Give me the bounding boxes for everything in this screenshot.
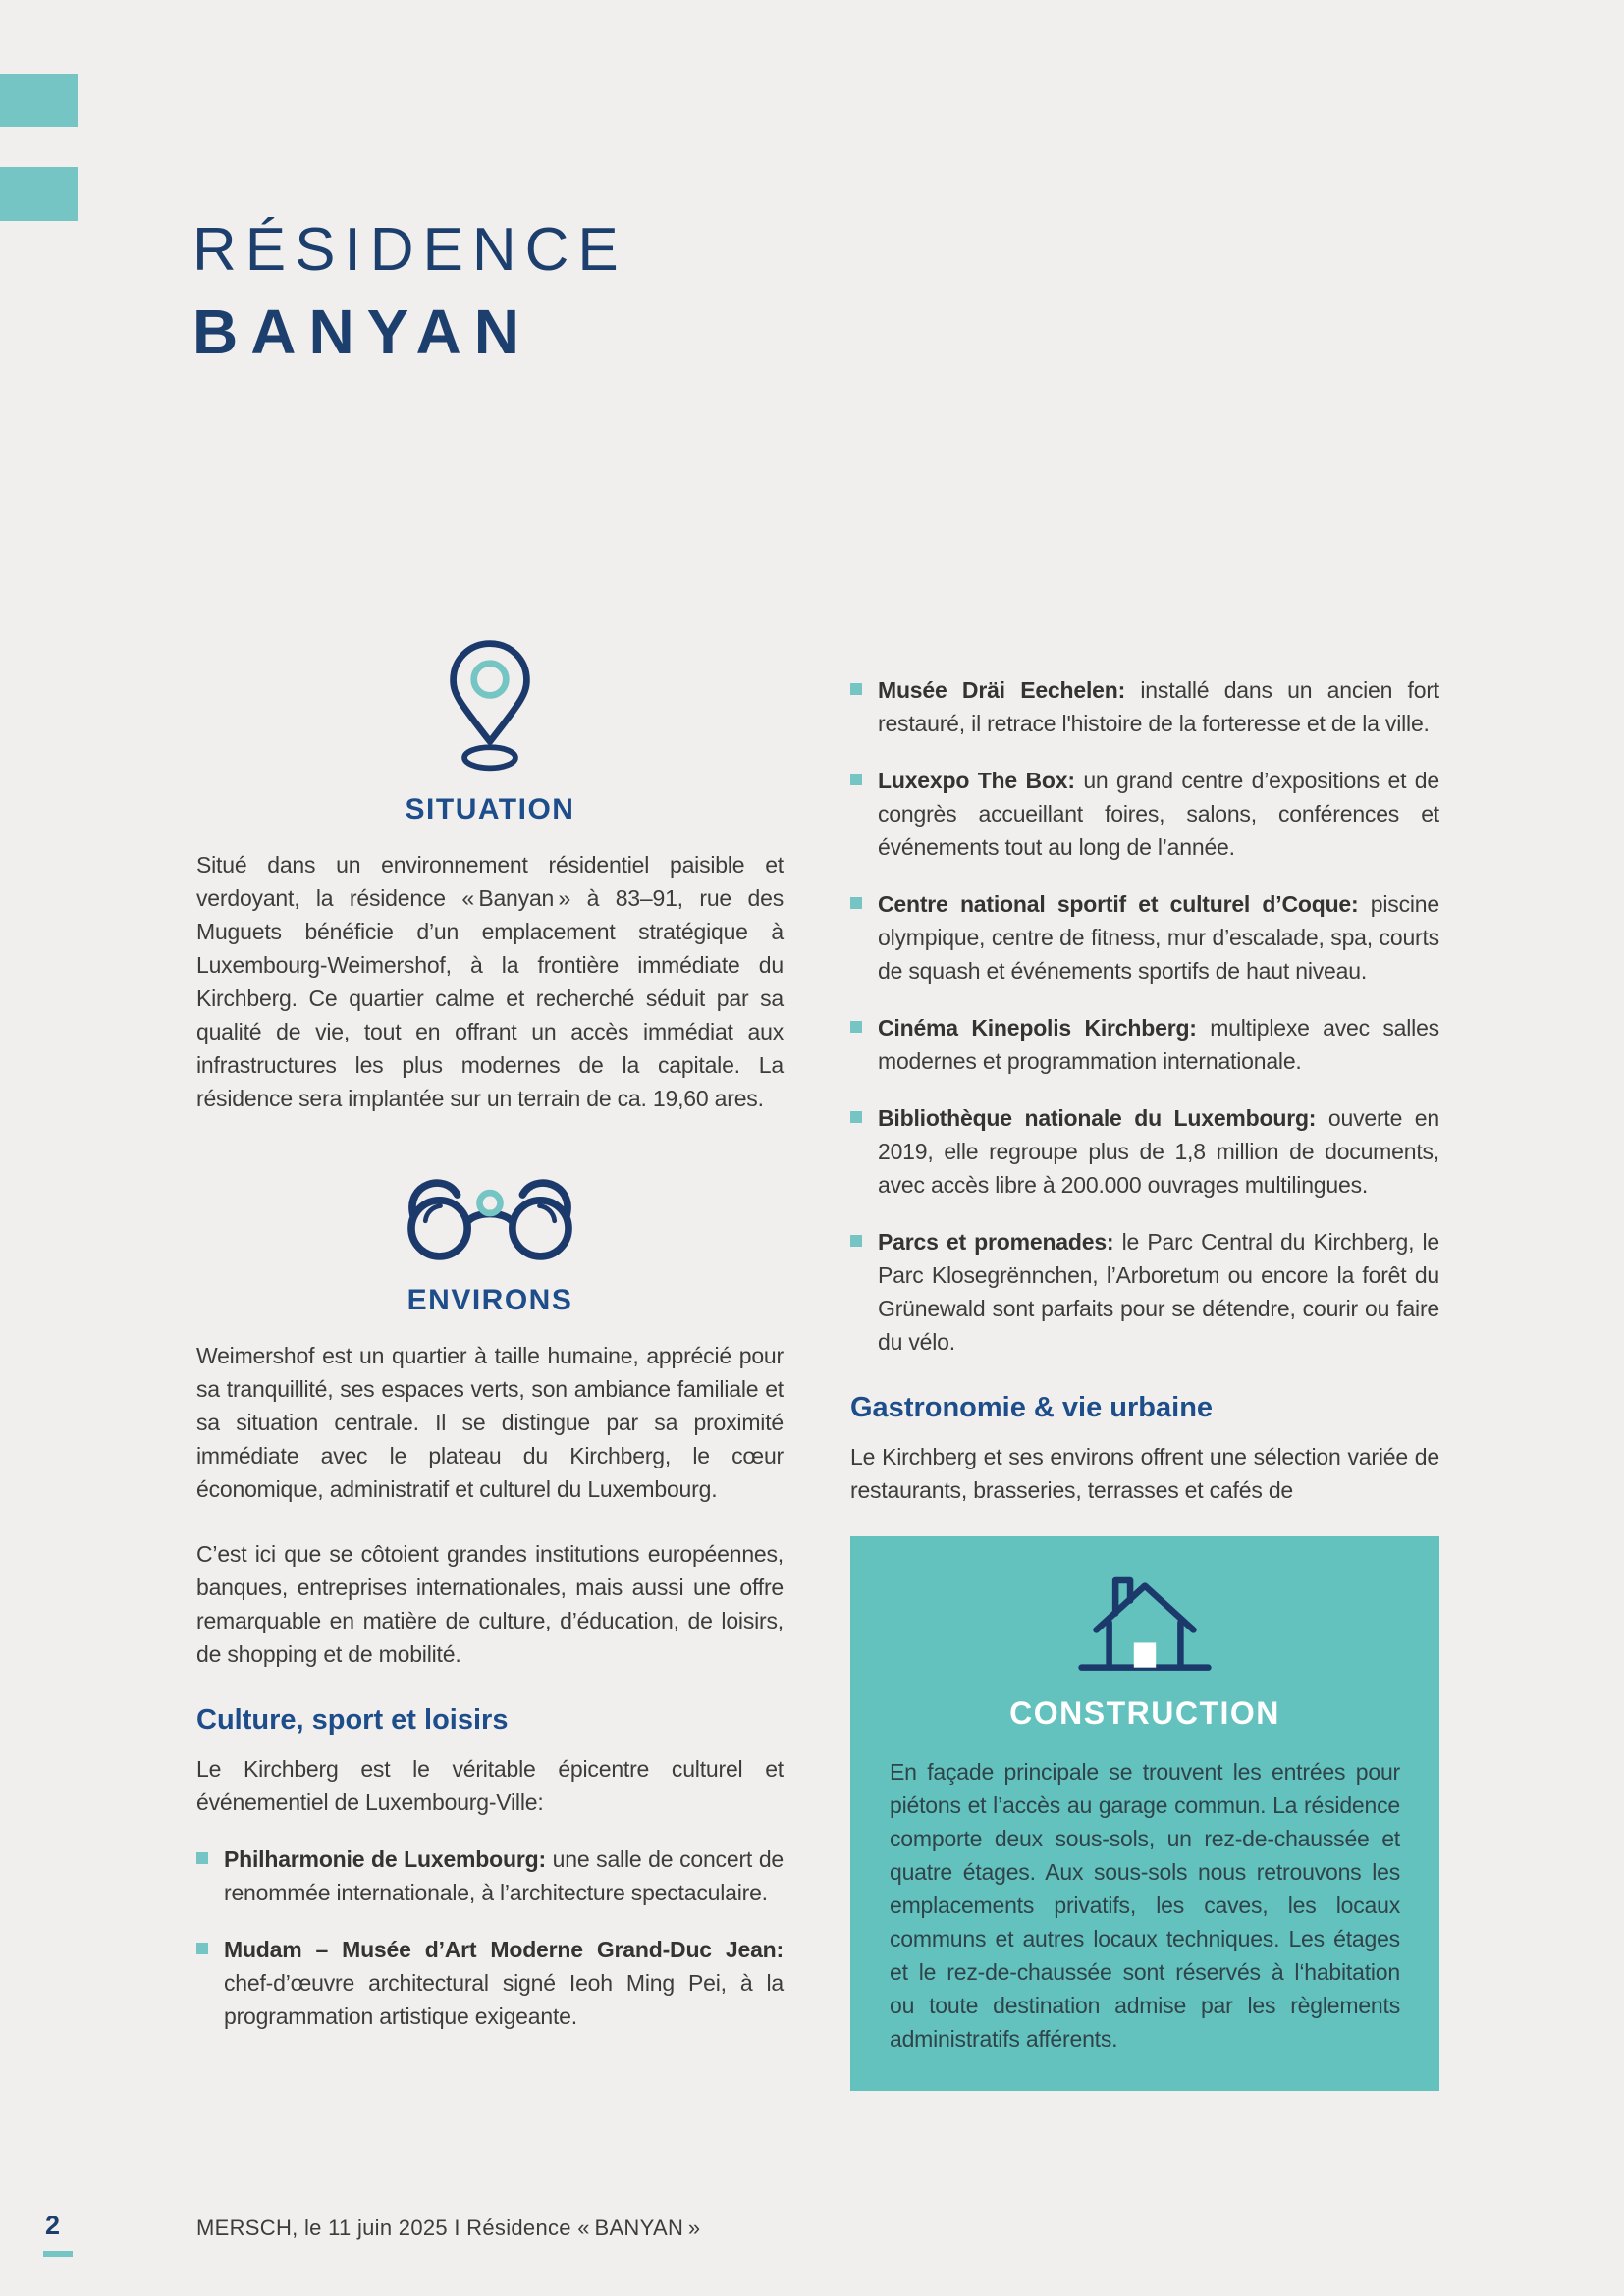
bullet-lead: Parcs et promenades:: [878, 1229, 1114, 1255]
construction-box: [850, 1536, 1439, 2091]
culture-bullet-list: [196, 1842, 784, 2033]
left-column: [196, 636, 784, 2033]
page-number-underline: [43, 2251, 73, 2257]
list-item: [850, 1101, 1439, 1201]
list-item: [850, 673, 1439, 740]
bullet-text: un grand centre d’expositions et de congrès accueillant foires, salons, conférences et événements tout au long de l’année.: [878, 768, 1439, 860]
bullet-square-icon: [850, 1235, 862, 1247]
list-item: [850, 764, 1439, 864]
poi-bullet-list: [850, 673, 1439, 1359]
bullet-lead: Bibliothèque nationale du Luxembourg:: [878, 1105, 1317, 1131]
right-column: [850, 664, 1439, 2091]
situation-heading: SITUATION: [405, 793, 575, 826]
bullet-lead: Cinéma Kinepolis Kirchberg:: [878, 1015, 1197, 1041]
page-title: [192, 216, 627, 368]
bullet-square-icon: [850, 1111, 862, 1123]
environs-paragraph-2: C’est ici que se côtoient grandes institutions européennes, banques, entreprises internationales, mais aussi une offre remarquable en matière de culture, d’éducation, de loisirs, de shopping et de mobilité.: [196, 1541, 784, 1667]
bullet-square-icon: [196, 1943, 208, 1954]
bullet-text: installé dans un ancien fort restauré, il retrace l'histoire de la forteresse et de la ville.: [878, 677, 1439, 736]
bullet-lead: Mudam – Musée d’Art Moderne Grand-Duc Jean:: [224, 1937, 784, 1962]
page-number: 2: [45, 2211, 61, 2240]
list-item: [850, 1225, 1439, 1359]
bullet-text: chef-d’œuvre architectural signé Ieoh Ming Pei, à la programmation artistique exigeante.: [224, 1970, 784, 2029]
construction-paragraph: En façade principale se trouvent les entrées pour piétons et l’accès au garage commun. La résidence comporte deux sous-sols, un rez-de-chaussée et quatre étages. Aux sous-sols nous retrouvons les emplacements privatifs, les caves, les locaux communs et autres locaux techniques. Les étages et le rez-de-chaussée sont réservés à l‘habitation ou toute destination admise par les règlements administratifs afférents.: [890, 1759, 1400, 2052]
bullet-square-icon: [850, 774, 862, 785]
corner-decor-block-bottom: [0, 167, 78, 221]
gastronomie-paragraph: Le Kirchberg et ses environs offrent une sélection variée de restaurants, brasseries, terrasses et cafés de: [850, 1444, 1439, 1503]
bullet-square-icon: [850, 897, 862, 909]
list-item: [850, 1011, 1439, 1078]
bullet-lead: Centre national sportif et culturel d’Coque:: [878, 891, 1359, 917]
environs-paragraph-1: Weimershof est un quartier à taille humaine, apprécié pour sa tranquillité, ses espaces verts, son ambiance familiale et sa situation centrale. Il se distingue par sa proximité immédiate avec le plateau du Kirchberg, le cœur économique, administratif et culturel du Luxembourg.: [196, 1343, 784, 1502]
bullet-text: ouverte en 2019, elle regroupe plus de 1,8 million de documents, avec accès libre à 200.000 ouvrages multilingues.: [878, 1105, 1439, 1198]
list-item: [850, 887, 1439, 988]
culture-subheading: Culture, sport et loisirs: [196, 1704, 509, 1735]
culture-intro: Le Kirchberg est le véritable épicentre culturel et événementiel de Luxembourg-Ville:: [196, 1756, 784, 1815]
list-item: [196, 1842, 784, 1909]
bullet-square-icon: [850, 683, 862, 695]
binoculars-icon: [196, 1166, 784, 1264]
map-pin-icon: [196, 636, 784, 774]
house-icon: [890, 1564, 1400, 1680]
situation-paragraph: Situé dans un environnement résidentiel paisible et verdoyant, la résidence « Banyan » à 83–91, rue des Muguets bénéficie d’un emplacement stratégique à Luxembourg-Weimershof, à la frontière immédiate du Kirchberg. Ce quartier calme et recherché séduit par sa qualité de vie, tout en offrant un accès immédiat aux infrastructures les plus modernes de la capitale. La résidence sera implantée sur un terrain de ca. 19,60 ares.: [196, 852, 784, 1111]
bullet-lead: Musée Dräi Eechelen:: [878, 677, 1126, 703]
bullet-lead: Luxexpo The Box:: [878, 768, 1075, 793]
page-title-line1: RÉSIDENCE: [192, 216, 627, 284]
bullet-text: piscine olympique, centre de fitness, mur d’escalade, spa, courts de squash et événements sportifs de haut niveau.: [878, 891, 1439, 984]
list-item: [196, 1933, 784, 2033]
footer-text: MERSCH, le 11 juin 2025 I Résidence « BANYAN »: [196, 2216, 701, 2240]
bullet-text: une salle de concert de renommée internationale, à l’architecture spectaculaire.: [224, 1846, 785, 1905]
bullet-square-icon: [196, 1852, 208, 1864]
page-title-line2: BANYAN: [192, 296, 532, 368]
construction-heading: CONSTRUCTION: [1009, 1695, 1280, 1731]
bullet-text: multiplexe avec salles modernes et programmation internationale.: [878, 1015, 1439, 1074]
bullet-square-icon: [850, 1021, 862, 1033]
bullet-lead: Philharmonie de Luxembourg:: [224, 1846, 546, 1872]
environs-heading: ENVIRONS: [406, 1284, 573, 1316]
bullet-text: le Parc Central du Kirchberg, le Parc Klosegrënnchen, l’Arboretum ou encore la forêt du Grünewald sont parfaits pour se détendre, courir ou faire du vélo.: [878, 1229, 1439, 1355]
corner-decor-block-top: [0, 74, 78, 127]
gastronomie-subheading: Gastronomie & vie urbaine: [850, 1392, 1214, 1423]
